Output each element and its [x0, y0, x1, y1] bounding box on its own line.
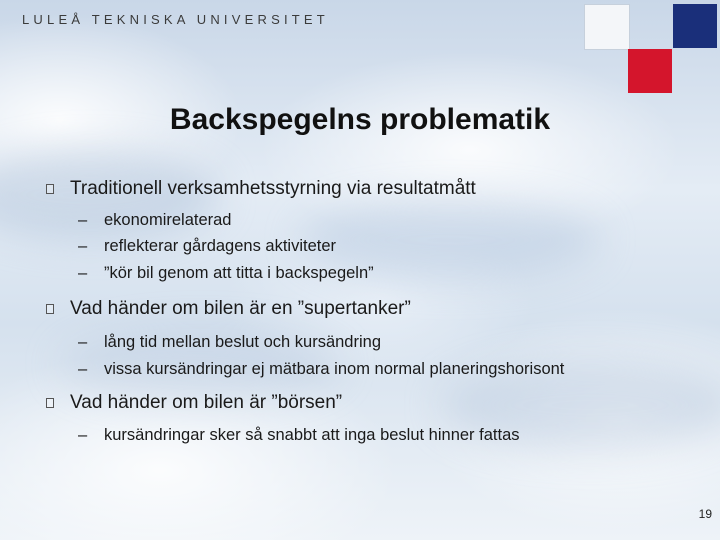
sub-bullet-text: ”kör bil genom att titta i backspegeln” — [104, 264, 374, 282]
sub-bullet-text: lång tid mellan beslut och kursändring — [104, 333, 381, 351]
sub-bullet-text: kursändringar sker så snabbt att inga beslut hinner fattas — [104, 426, 520, 444]
logo-square-white — [584, 4, 630, 50]
dash-icon: – — [78, 237, 88, 255]
logo-square-red — [628, 49, 672, 93]
dash-icon: – — [78, 211, 88, 229]
dash-icon: – — [78, 333, 88, 351]
sub-bullet-text: reflekterar gårdagens aktiviteter — [104, 237, 337, 255]
slide-title: Backspegelns problematik — [169, 103, 551, 136]
dash-icon: – — [78, 426, 88, 444]
logo-square-blue — [673, 4, 717, 48]
square-bullet-icon — [46, 184, 54, 194]
sub-bullet-text: ekonomirelaterad — [104, 211, 232, 229]
bullet-text: Vad händer om bilen är en ”supertanker” — [70, 298, 411, 319]
dash-icon: – — [78, 264, 88, 282]
square-bullet-icon — [46, 398, 54, 408]
bullet-text: Traditionell verksamhetsstyrning via resultatmått — [70, 178, 476, 199]
bullet-text: Vad händer om bilen är ”börsen” — [70, 392, 343, 413]
university-header: LULEÅ TEKNISKA UNIVERSITET — [22, 12, 329, 27]
square-bullet-icon — [46, 304, 54, 314]
sub-bullet-text: vissa kursändringar ej mätbara inom normal planeringshorisont — [104, 360, 565, 378]
page-number: 19 — [698, 507, 712, 521]
dash-icon: – — [78, 360, 88, 378]
